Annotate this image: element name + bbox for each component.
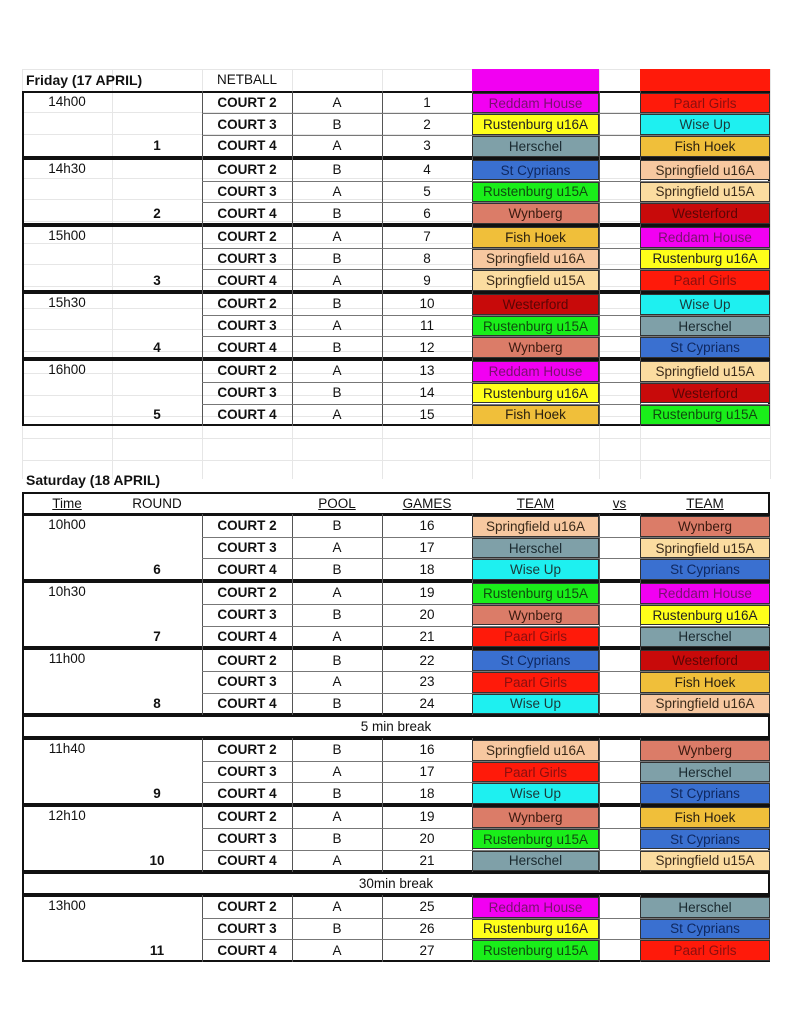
- header-pool: POOL: [318, 495, 356, 511]
- team2-cell: Fish Hoek: [640, 136, 770, 157]
- pool-label: B: [332, 205, 342, 221]
- team2-cell: Herschel: [640, 897, 770, 918]
- pool-label: B: [332, 385, 342, 401]
- game-number: 18: [419, 785, 435, 801]
- game-number: 12: [419, 339, 435, 355]
- round-number: 3: [153, 272, 161, 288]
- game-number: 23: [419, 674, 435, 690]
- court-label: COURT 4: [217, 695, 277, 711]
- slot-time: 14h30: [48, 160, 86, 176]
- pool-label: A: [332, 318, 342, 334]
- team2-cell: Westerford: [640, 383, 770, 404]
- column-divider: [599, 805, 600, 872]
- game-number: 25: [419, 899, 435, 915]
- team2-cell: Wise Up: [640, 114, 770, 135]
- column-divider: [599, 581, 600, 648]
- game-number: 19: [419, 585, 435, 601]
- court-label: COURT 2: [217, 742, 277, 758]
- team2-cell: Wynberg: [640, 740, 770, 761]
- game-number: 11: [419, 318, 434, 334]
- header-vs: vs: [612, 495, 627, 511]
- team1-cell: Wynberg: [472, 605, 599, 626]
- break-row: 30min break: [22, 872, 770, 895]
- pool-label: B: [332, 162, 342, 178]
- team1-cell: Rustenburg u16A: [472, 114, 599, 135]
- team1-cell: Rustenburg u15A: [472, 182, 599, 203]
- court-label: COURT 2: [217, 899, 277, 915]
- grid-line: [22, 438, 770, 439]
- game-number: 20: [419, 607, 435, 623]
- team1-cell: Fish Hoek: [472, 227, 599, 248]
- team2-cell: Springfield u15A: [640, 361, 770, 382]
- round-number: 9: [153, 785, 161, 801]
- slot-time: 12h10: [48, 808, 86, 824]
- pool-label: A: [332, 852, 342, 868]
- slot-time: 15h00: [48, 227, 86, 243]
- header-round: ROUND: [132, 495, 182, 511]
- court-label: COURT 4: [217, 406, 277, 422]
- friday-title: Friday (17 APRIL): [26, 71, 143, 88]
- team1-cell: Westerford: [472, 294, 599, 315]
- team1-cell: Wynberg: [472, 203, 599, 224]
- team1-cell: Reddam House: [472, 897, 599, 918]
- team1-cell: St Cyprians: [472, 160, 599, 181]
- pool-label: B: [332, 561, 342, 577]
- column-divider: [599, 895, 600, 962]
- team1-cell: St Cyprians: [472, 650, 599, 671]
- slot-time: 11h00: [48, 651, 86, 667]
- team2-cell: Fish Hoek: [640, 807, 770, 828]
- team2-cell: St Cyprians: [640, 783, 770, 804]
- header-games: GAMES: [402, 495, 452, 511]
- court-label: COURT 2: [217, 296, 277, 312]
- team2-cell: Springfield u16A: [640, 160, 770, 181]
- game-number: 22: [419, 652, 435, 668]
- pool-label: A: [332, 764, 342, 780]
- pool-label: A: [332, 229, 342, 245]
- team1-cell: Springfield u16A: [472, 740, 599, 761]
- pool-label: A: [332, 272, 342, 288]
- team2-cell: Herschel: [640, 627, 770, 648]
- team1-cell: Fish Hoek: [472, 405, 599, 426]
- team1-cell: Wise Up: [472, 694, 599, 715]
- team1-cell: Wynberg: [472, 807, 599, 828]
- column-divider: [599, 738, 600, 805]
- slot-time: 16h00: [48, 362, 86, 378]
- court-label: COURT 3: [217, 764, 277, 780]
- team1-cell: Paarl Girls: [472, 627, 599, 648]
- game-number: 7: [423, 229, 431, 245]
- team1-cell: Wynberg: [472, 337, 599, 358]
- court-label: COURT 3: [217, 540, 277, 556]
- pool-label: B: [332, 785, 342, 801]
- game-number: 18: [419, 561, 435, 577]
- game-number: 10: [419, 296, 435, 312]
- column-divider: [599, 514, 600, 581]
- round-number: 2: [153, 205, 161, 221]
- round-number: 5: [153, 406, 161, 422]
- column-divider: [599, 648, 600, 715]
- game-number: 20: [419, 831, 435, 847]
- game-number: 3: [423, 138, 431, 154]
- team1-cell: Wise Up: [472, 783, 599, 804]
- game-number: 8: [423, 250, 431, 266]
- team1-cell: Springfield u15A: [472, 270, 599, 291]
- court-label: COURT 3: [217, 183, 277, 199]
- team2-cell: Westerford: [640, 203, 770, 224]
- game-number: 5: [423, 183, 431, 199]
- court-label: COURT 3: [217, 674, 277, 690]
- column-divider: [599, 158, 600, 225]
- round-number: 10: [149, 852, 165, 868]
- pool-label: A: [332, 809, 342, 825]
- court-label: COURT 2: [217, 229, 277, 245]
- court-label: COURT 4: [217, 942, 277, 958]
- team2-cell: St Cyprians: [640, 919, 770, 940]
- court-label: COURT 4: [217, 272, 277, 288]
- court-label: COURT 2: [217, 585, 277, 601]
- sport-label: NETBALL: [216, 72, 278, 88]
- team1-cell: Herschel: [472, 538, 599, 559]
- game-number: 6: [423, 205, 431, 221]
- team2-color-header: [640, 69, 770, 91]
- court-label: COURT 3: [217, 607, 277, 623]
- team2-cell: Paarl Girls: [640, 93, 770, 114]
- court-label: COURT 2: [217, 518, 277, 534]
- pool-label: B: [332, 607, 342, 623]
- team2-cell: Westerford: [640, 650, 770, 671]
- team1-cell: Springfield u16A: [472, 516, 599, 537]
- court-label: COURT 4: [217, 138, 277, 154]
- court-label: COURT 4: [217, 785, 277, 801]
- team2-cell: Fish Hoek: [640, 672, 770, 693]
- pool-label: B: [332, 652, 342, 668]
- game-number: 17: [419, 764, 435, 780]
- team1-cell: Rustenburg u16A: [472, 383, 599, 404]
- game-number: 27: [419, 942, 435, 958]
- court-label: COURT 2: [217, 162, 277, 178]
- game-number: 21: [419, 852, 435, 868]
- game-number: 16: [419, 742, 435, 758]
- court-label: COURT 4: [217, 205, 277, 221]
- team1-cell: Herschel: [472, 851, 599, 872]
- grid-line: [770, 69, 771, 479]
- game-number: 2: [423, 116, 431, 132]
- team2-cell: Herschel: [640, 762, 770, 783]
- team2-cell: Paarl Girls: [640, 270, 770, 291]
- pool-label: B: [332, 742, 342, 758]
- game-number: 15: [419, 406, 435, 422]
- court-label: COURT 3: [217, 318, 277, 334]
- court-label: COURT 2: [217, 363, 277, 379]
- pool-label: B: [332, 695, 342, 711]
- pool-label: B: [332, 250, 342, 266]
- team2-cell: Rustenburg u16A: [640, 605, 770, 626]
- team2-cell: Springfield u15A: [640, 538, 770, 559]
- pool-label: A: [332, 406, 342, 422]
- team1-cell: Rustenburg u16A: [472, 919, 599, 940]
- slot-time: 14h00: [48, 93, 86, 109]
- grid-line: [22, 460, 770, 461]
- pool-label: B: [332, 116, 342, 132]
- pool-label: A: [332, 899, 342, 915]
- round-number: 7: [153, 628, 161, 644]
- team1-cell: Rustenburg u15A: [472, 829, 599, 850]
- column-divider: [599, 91, 600, 158]
- round-number: 8: [153, 695, 161, 711]
- pool-label: A: [332, 95, 342, 111]
- game-number: 4: [423, 162, 431, 178]
- team2-cell: Paarl Girls: [640, 940, 770, 961]
- team1-cell: Paarl Girls: [472, 672, 599, 693]
- court-label: COURT 2: [217, 95, 277, 111]
- slot-time: 11h40: [48, 741, 86, 756]
- header-team1: TEAM: [516, 495, 555, 511]
- court-label: COURT 4: [217, 339, 277, 355]
- column-divider: [599, 225, 600, 292]
- pool-label: B: [332, 339, 342, 355]
- game-number: 1: [423, 95, 431, 111]
- team2-cell: Herschel: [640, 316, 770, 337]
- pool-label: A: [332, 183, 342, 199]
- game-number: 19: [419, 809, 435, 825]
- team2-cell: St Cyprians: [640, 829, 770, 850]
- pool-label: B: [332, 518, 342, 534]
- team2-cell: Springfield u15A: [640, 182, 770, 203]
- team2-cell: Wynberg: [640, 516, 770, 537]
- team2-cell: Springfield u16A: [640, 694, 770, 715]
- column-divider: [599, 359, 600, 426]
- slot-time: 10h00: [48, 517, 86, 532]
- team1-cell: Reddam House: [472, 361, 599, 382]
- round-number: 1: [153, 138, 161, 154]
- slot-time: 15h30: [48, 295, 86, 310]
- break-row: 5 min break: [22, 715, 770, 738]
- court-label: COURT 2: [217, 652, 277, 668]
- team1-cell: Wise Up: [472, 559, 599, 580]
- game-number: 17: [419, 540, 435, 556]
- court-label: COURT 3: [217, 116, 277, 132]
- round-number: 11: [149, 942, 165, 958]
- game-number: 13: [419, 363, 435, 379]
- game-number: 26: [419, 920, 435, 936]
- round-number: 4: [153, 339, 161, 355]
- team2-cell: St Cyprians: [640, 337, 770, 358]
- pool-label: A: [332, 674, 342, 690]
- slot-time: 13h00: [48, 897, 86, 913]
- pool-label: A: [332, 585, 342, 601]
- pool-label: A: [332, 363, 342, 379]
- team1-cell: Herschel: [472, 136, 599, 157]
- pool-label: A: [332, 942, 342, 958]
- pool-label: B: [332, 920, 342, 936]
- team1-cell: Rustenburg u15A: [472, 316, 599, 337]
- court-label: COURT 3: [217, 250, 277, 266]
- pool-label: A: [332, 138, 342, 154]
- team2-cell: St Cyprians: [640, 559, 770, 580]
- team1-cell: Springfield u16A: [472, 249, 599, 270]
- team1-color-header: [472, 69, 599, 91]
- court-label: COURT 3: [217, 385, 277, 401]
- team2-cell: Reddam House: [640, 227, 770, 248]
- slot-time: 10h30: [48, 584, 86, 600]
- team2-cell: Rustenburg u16A: [640, 249, 770, 270]
- header-team2: TEAM: [686, 495, 724, 511]
- court-label: COURT 3: [217, 920, 277, 936]
- game-number: 21: [419, 628, 435, 644]
- column-divider: [599, 292, 600, 359]
- game-number: 16: [419, 518, 435, 534]
- team2-cell: Springfield u15A: [640, 851, 770, 872]
- court-label: COURT 4: [217, 561, 277, 577]
- team2-cell: Wise Up: [640, 294, 770, 315]
- pool-label: B: [332, 831, 342, 847]
- pool-label: B: [332, 296, 342, 312]
- game-number: 14: [419, 385, 435, 401]
- court-label: COURT 4: [217, 628, 277, 644]
- team1-cell: Rustenburg u15A: [472, 583, 599, 604]
- pool-label: A: [332, 540, 342, 556]
- team1-cell: Paarl Girls: [472, 762, 599, 783]
- team1-cell: Reddam House: [472, 93, 599, 114]
- court-label: COURT 3: [217, 831, 277, 847]
- team1-cell: Rustenburg u15A: [472, 940, 599, 961]
- saturday-title: Saturday (18 APRIL): [26, 472, 161, 489]
- pool-label: A: [332, 628, 342, 644]
- court-label: COURT 4: [217, 852, 277, 868]
- court-label: COURT 2: [217, 809, 277, 825]
- game-number: 9: [423, 272, 431, 288]
- team2-cell: Rustenburg u15A: [640, 405, 770, 426]
- header-time: Time: [52, 495, 82, 511]
- game-number: 24: [419, 695, 435, 711]
- round-number: 6: [153, 561, 161, 577]
- team2-cell: Reddam House: [640, 583, 770, 604]
